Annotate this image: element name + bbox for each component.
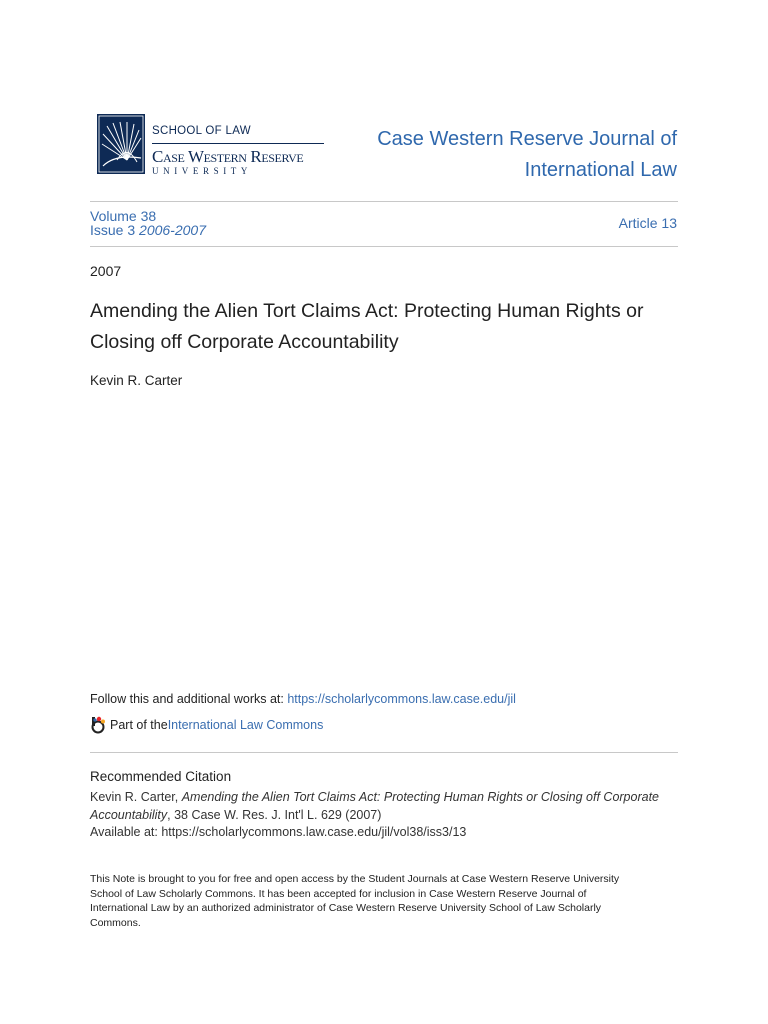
notice-line3: International Law by an authorized administrator of Case Western Reserve University School of Law Scholarly xyxy=(90,902,602,915)
citation-heading: Recommended Citation xyxy=(90,769,232,784)
citation-body xyxy=(90,789,680,842)
logo-university-label: UNIVERSITY xyxy=(152,166,252,176)
issue-label: Issue 3 xyxy=(90,222,136,238)
logo-school-text: SCHOOL OF LAW xyxy=(152,125,251,137)
citation-line1 xyxy=(90,789,680,807)
journal-title-line2: International Law xyxy=(524,159,677,181)
journal-title-line1: Case Western Reserve Journal of xyxy=(377,128,677,150)
collection-url-link[interactable]: https://scholarlycommons.law.case.edu/jil xyxy=(287,692,516,706)
article-title-line1: Amending the Alien Tort Claims Act: Protecting Human Rights or xyxy=(90,300,644,322)
issue-years: 2006-2007 xyxy=(139,222,206,238)
international-law-commons-link[interactable]: International Law Commons xyxy=(167,718,324,732)
part-of-prefix: Part of the xyxy=(110,718,168,732)
follow-prefix: Follow this and additional works at: xyxy=(90,692,288,706)
part-of-line xyxy=(90,716,323,734)
divider-citation xyxy=(90,752,678,753)
notice-line2: School of Law Scholarly Commons. It has been accepted for inclusion in Case Western Reserve Journal of xyxy=(90,887,587,900)
journal-title-link[interactable] xyxy=(347,124,677,186)
bepress-icon xyxy=(90,716,106,734)
access-notice xyxy=(90,872,680,930)
issue-link[interactable] xyxy=(90,223,206,237)
divider-volume xyxy=(90,246,678,247)
volume-link[interactable]: Volume 38 xyxy=(90,208,157,224)
volume-issue-block xyxy=(90,209,206,237)
divider-top xyxy=(90,201,678,202)
citation-line2 xyxy=(90,807,680,825)
citation-available: Available at: https://scholarlycommons.law.case.edu/jil/vol38/iss3/13 xyxy=(90,825,467,839)
logo-divider xyxy=(152,143,324,144)
citation-title-line1: Amending the Alien Tort Claims Act: Protecting Human Rights or Closing off Corporate xyxy=(181,790,660,804)
notice-line4: Commons. xyxy=(90,916,141,929)
university-logo xyxy=(97,114,327,178)
citation-title-line2: Accountability xyxy=(90,807,168,822)
article-title-line2: Closing off Corporate Accountability xyxy=(90,331,399,353)
citation-author: Kevin R. Carter, xyxy=(90,790,182,804)
logo-university-name: Case Western Reserve xyxy=(152,147,304,166)
article-title xyxy=(90,296,690,358)
publication-year: 2007 xyxy=(90,263,122,279)
author-name: Kevin R. Carter xyxy=(90,373,183,388)
logo-emblem-icon xyxy=(97,114,145,174)
follow-line xyxy=(90,692,516,706)
notice-line1: This Note is brought to you for free and open access by the Student Journals at Case Western Reserve University xyxy=(90,873,620,885)
citation-source: , 38 Case W. Res. J. Int'l L. 629 (2007) xyxy=(167,807,382,822)
article-link[interactable]: Article 13 xyxy=(618,215,677,231)
